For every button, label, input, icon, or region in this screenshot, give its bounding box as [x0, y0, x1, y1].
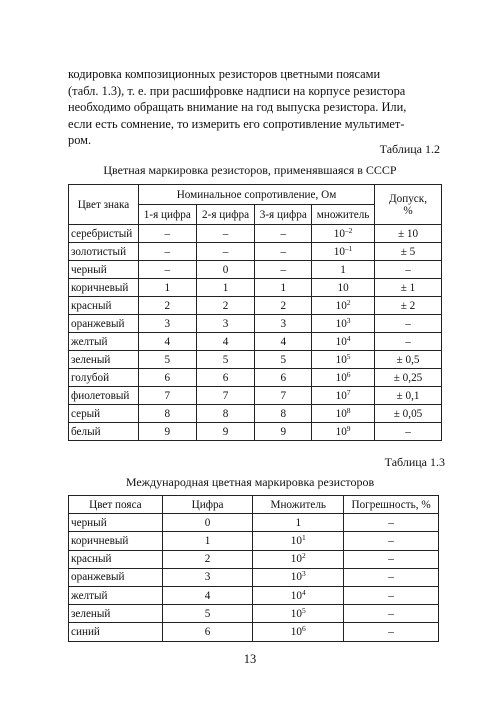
- multiplier-base: 10: [335, 389, 347, 402]
- color-cell: коричневый: [69, 279, 139, 297]
- digit-2-cell: 7: [196, 387, 255, 405]
- digit-cell: 2: [162, 550, 253, 568]
- multiplier-exponent: 3: [301, 569, 306, 579]
- tolerance-cell: –: [375, 333, 442, 351]
- error-cell: –: [344, 550, 439, 568]
- digit-1-cell: 4: [138, 333, 196, 351]
- table-row: [69, 514, 439, 532]
- table-row: [69, 279, 442, 297]
- error-cell: –: [344, 568, 439, 586]
- tolerance-cell: –: [375, 315, 442, 333]
- digit-1-cell: 8: [138, 405, 196, 423]
- paragraph-line: ром.: [68, 133, 92, 148]
- multiplier-exponent: 4: [346, 333, 351, 343]
- tolerance-cell: ± 0,25: [375, 369, 442, 387]
- digit-3-cell: 5: [255, 351, 312, 369]
- digit-1-cell: 1: [138, 279, 196, 297]
- error-cell: –: [344, 532, 439, 550]
- digit-3-cell: –: [255, 261, 312, 279]
- multiplier-base: 10: [335, 299, 347, 312]
- color-cell: фиолетовый: [69, 387, 139, 405]
- multiplier-base: 10: [333, 245, 345, 258]
- header-tolerance: Допуск, %: [375, 185, 442, 225]
- header-nominal: Номинальное сопротивление, Ом: [138, 185, 374, 205]
- header-digit: Цифра: [162, 496, 253, 514]
- color-cell: красный: [69, 297, 139, 315]
- multiplier-cell: [312, 243, 375, 261]
- table-row: [69, 351, 442, 369]
- digit-3-cell: 3: [255, 315, 312, 333]
- multiplier-base: 1: [295, 516, 302, 529]
- tolerance-cell: ± 0,1: [375, 387, 442, 405]
- digit-1-cell: 5: [138, 351, 196, 369]
- color-cell: зеленый: [69, 351, 139, 369]
- error-cell: –: [344, 514, 439, 532]
- color-cell: белый: [69, 423, 139, 441]
- multiplier-exponent: 5: [301, 605, 306, 615]
- multiplier-cell: [253, 623, 344, 641]
- header-multiplier: множитель: [312, 205, 375, 225]
- digit-3-cell: –: [255, 225, 312, 243]
- table-1-2-title: Цветная маркировка резисторов, применявшаяся в СССР: [103, 163, 397, 177]
- table-row: [69, 605, 439, 623]
- multiplier-base: 10: [335, 407, 347, 420]
- multiplier-exponent: 9: [346, 423, 351, 433]
- paragraph-line: (табл. 1.3), т. е. при расшифровке надписи на корпусе резистора: [68, 83, 406, 98]
- multiplier-base: 10: [290, 553, 302, 566]
- header-error: Погрешность, %: [344, 496, 439, 514]
- table-row: [69, 405, 442, 423]
- multiplier-cell: [312, 333, 375, 351]
- multiplier-base: 10: [290, 607, 302, 620]
- tolerance-cell: ± 0,05: [375, 405, 442, 423]
- multiplier-exponent: –2: [344, 225, 353, 235]
- page-number: 13: [243, 652, 257, 666]
- color-cell: золотистый: [69, 243, 139, 261]
- tolerance-cell: ± 1: [375, 279, 442, 297]
- table-row: [69, 243, 442, 261]
- multiplier-cell: [312, 225, 375, 243]
- digit-3-cell: 7: [255, 387, 312, 405]
- multiplier-cell: [312, 261, 375, 279]
- multiplier-exponent: 2: [301, 551, 306, 561]
- digit-1-cell: 2: [138, 297, 196, 315]
- tolerance-cell: ± 0,5: [375, 351, 442, 369]
- color-cell: красный: [69, 550, 163, 568]
- table-1-3: [68, 495, 439, 642]
- table-1-3-title: Международная цветная маркировка резисторов: [125, 475, 375, 489]
- tolerance-cell: –: [375, 423, 442, 441]
- color-cell: голубой: [69, 369, 139, 387]
- table-row: [69, 387, 442, 405]
- table-1-2-label: Таблица 1.2: [379, 142, 440, 156]
- multiplier-exponent: 8: [346, 405, 351, 415]
- multiplier-base: 10: [335, 371, 347, 384]
- table-row: [69, 297, 442, 315]
- color-cell: оранжевый: [69, 568, 163, 586]
- multiplier-exponent: 6: [301, 623, 306, 633]
- multiplier-exponent: 5: [346, 351, 351, 361]
- multiplier-cell: [312, 387, 375, 405]
- multiplier-base: 10: [335, 353, 347, 366]
- header-digit-1: 1-я цифра: [138, 205, 196, 225]
- color-cell: коричневый: [69, 532, 163, 550]
- multiplier-cell: [312, 423, 375, 441]
- table-row: [69, 586, 439, 604]
- table-row: [69, 423, 442, 441]
- multiplier-base: 10: [333, 227, 345, 240]
- digit-3-cell: 4: [255, 333, 312, 351]
- color-cell: оранжевый: [69, 315, 139, 333]
- multiplier-cell: [312, 351, 375, 369]
- digit-cell: 3: [162, 568, 253, 586]
- tolerance-cell: –: [375, 261, 442, 279]
- digit-2-cell: 0: [196, 261, 255, 279]
- digit-1-cell: –: [138, 243, 196, 261]
- multiplier-base: 1: [340, 263, 346, 276]
- table-row: [69, 315, 442, 333]
- multiplier-base: 10: [335, 425, 347, 438]
- multiplier-cell: [253, 532, 344, 550]
- table-row: [69, 623, 439, 641]
- multiplier-cell: [253, 514, 344, 532]
- paragraph-line: необходимо обращать внимание на год выпуска резистора. Или,: [68, 100, 407, 115]
- multiplier-base: 10: [290, 625, 302, 638]
- color-cell: серебристый: [69, 225, 139, 243]
- header-multiplier: Множитель: [253, 496, 344, 514]
- digit-2-cell: 4: [196, 333, 255, 351]
- multiplier-cell: [312, 405, 375, 423]
- error-cell: –: [344, 586, 439, 604]
- body-paragraph: [68, 66, 436, 149]
- color-cell: зеленый: [69, 605, 163, 623]
- multiplier-cell: [253, 568, 344, 586]
- header-digit-2: 2-я цифра: [196, 205, 255, 225]
- table-row: [69, 550, 439, 568]
- multiplier-base: 10: [290, 571, 302, 584]
- digit-2-cell: 8: [196, 405, 255, 423]
- table-row: [69, 532, 439, 550]
- multiplier-cell: [253, 605, 344, 623]
- digit-1-cell: 3: [138, 315, 196, 333]
- color-cell: черный: [69, 514, 163, 532]
- multiplier-base: 10: [290, 589, 302, 602]
- color-cell: желтый: [69, 586, 163, 604]
- multiplier-exponent: 1: [301, 532, 306, 542]
- digit-2-cell: 5: [196, 351, 255, 369]
- color-cell: синий: [69, 623, 163, 641]
- multiplier-cell: [253, 586, 344, 604]
- digit-1-cell: 7: [138, 387, 196, 405]
- multiplier-exponent: 4: [301, 587, 306, 597]
- table-row: [69, 261, 442, 279]
- table-row: [69, 333, 442, 351]
- table-row: [69, 225, 442, 243]
- multiplier-base: 10: [335, 317, 347, 330]
- paragraph-line: кодировка композиционных резисторов цветными поясами: [68, 67, 381, 81]
- tolerance-cell: ± 2: [375, 297, 442, 315]
- header-color: Цвет знака: [69, 185, 139, 225]
- digit-3-cell: –: [255, 243, 312, 261]
- digit-1-cell: 6: [138, 369, 196, 387]
- header-digit-3: 3-я цифра: [255, 205, 312, 225]
- digit-cell: 6: [162, 623, 253, 641]
- digit-3-cell: 1: [255, 279, 312, 297]
- multiplier-cell: [312, 279, 375, 297]
- multiplier-cell: [253, 550, 344, 568]
- digit-2-cell: 9: [196, 423, 255, 441]
- multiplier-exponent: –1: [344, 243, 353, 253]
- multiplier-exponent: 7: [346, 387, 351, 397]
- digit-cell: 5: [162, 605, 253, 623]
- digit-3-cell: 9: [255, 423, 312, 441]
- table-row: [69, 369, 442, 387]
- multiplier-base: 10: [337, 281, 349, 294]
- digit-cell: 4: [162, 586, 253, 604]
- table-1-2: [68, 184, 442, 441]
- paragraph-line: если есть сомнение, то измерить его сопротивление мультимет-: [68, 116, 405, 131]
- multiplier-cell: [312, 297, 375, 315]
- color-cell: черный: [69, 261, 139, 279]
- digit-cell: 1: [162, 532, 253, 550]
- digit-1-cell: 9: [138, 423, 196, 441]
- header-band-color: Цвет пояса: [69, 496, 163, 514]
- digit-3-cell: 2: [255, 297, 312, 315]
- error-cell: –: [344, 623, 439, 641]
- digit-2-cell: 1: [196, 279, 255, 297]
- color-cell: желтый: [69, 333, 139, 351]
- multiplier-exponent: 6: [346, 369, 351, 379]
- table-row: [69, 568, 439, 586]
- tolerance-cell: ± 10: [375, 225, 442, 243]
- digit-3-cell: 6: [255, 369, 312, 387]
- multiplier-base: 10: [290, 534, 302, 547]
- tolerance-cell: ± 5: [375, 243, 442, 261]
- digit-2-cell: 6: [196, 369, 255, 387]
- digit-2-cell: 2: [196, 297, 255, 315]
- digit-1-cell: –: [138, 261, 196, 279]
- digit-2-cell: –: [196, 225, 255, 243]
- multiplier-exponent: 2: [346, 297, 351, 307]
- digit-cell: 0: [162, 514, 253, 532]
- multiplier-exponent: 3: [346, 315, 351, 325]
- digit-1-cell: –: [138, 225, 196, 243]
- digit-2-cell: –: [196, 243, 255, 261]
- digit-3-cell: 8: [255, 405, 312, 423]
- multiplier-cell: [312, 315, 375, 333]
- digit-2-cell: 3: [196, 315, 255, 333]
- error-cell: –: [344, 605, 439, 623]
- multiplier-cell: [312, 369, 375, 387]
- multiplier-base: 10: [335, 335, 347, 348]
- table-1-3-label: Таблица 1.3: [384, 455, 445, 469]
- color-cell: серый: [69, 405, 139, 423]
